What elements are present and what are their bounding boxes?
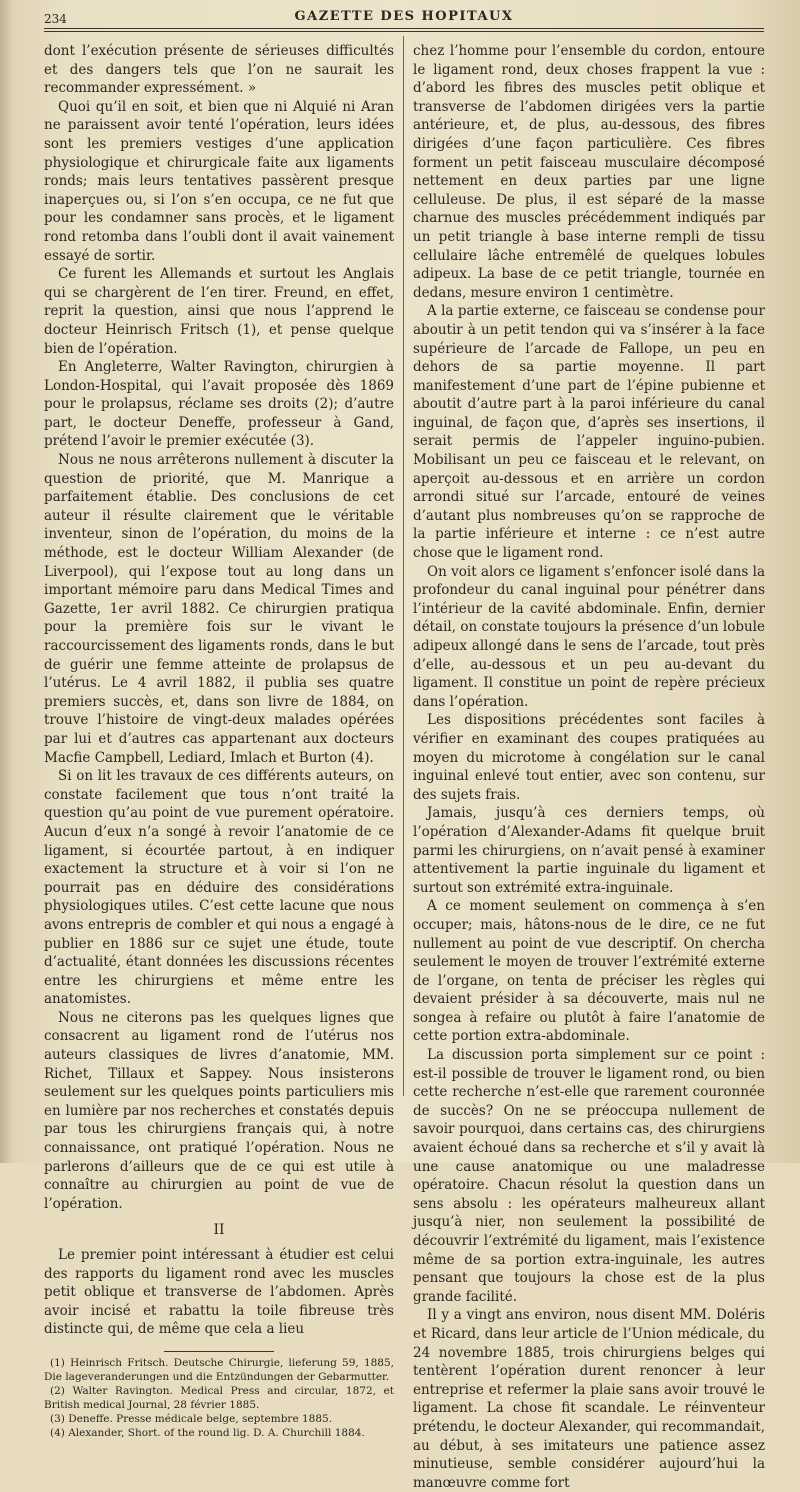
paragraph: A ce moment seulement on commença à s’en occuper; mais, hâtons-nous de le dire, ce ne fut nullement au point de vue descriptif. On chercha seulement le moyen de trouver l’extrémité externe de l’organe, on tenta de préciser les règles qui devaient présider à sa découverte, mais nul ne songea à refaire ou plutôt à faire l’anatomie de cette portion extra-abdominale.	[413, 898, 765, 1045]
paragraph: A la partie externe, ce faisceau se condense pour aboutir à un petit tendon qui va s’insérer à la face supérieure de l’arcade de Fallope, un peu en dehors de sa partie moyenne. Il part manifestement d’une part de l’épine pubienne et aboutit d’autre part à la paroi inférieure du canal inguinal, de façon que, d’après ses insertions, il serait permis de l’appeler inguino-pubien. Mobilisant un peu ce faisceau et le relevant, on aperçoit au-dessous et en arrière un cordon arrondi situé sur l’arcade, entouré de veines d’autant plus nombreuses qu’on se rapproche de la partie inférieure et interne : ce n’est autre chose que le ligament rond.	[413, 303, 765, 562]
paragraph: Le premier point intéressant à étudier est celui des rapports du ligament rond avec les muscles petit oblique et transverse de l’abdomen. Après avoir incisé et rabattu la toile fibreuse très distincte qui, de même que cela a lieu	[44, 1247, 394, 1338]
page-header	[44, 6, 764, 29]
paragraph: Quoi qu’il en soit, et bien que ni Alquié ni Aran ne paraissent avoir tenté l’opération, leurs idées sont les premiers vestiges d’une application physiologique et chirurgicale faite aux ligaments ronds; mais leurs tentatives passèrent presque inaperçues ou, si l’on s’en occupa, ce ne fut que pour les condamner sans procès, et le ligament rond retomba dans l’oubli dont il avait vainement essayé de sortir.	[44, 98, 394, 264]
footnote: (1) Heinrisch Fritsch. Deutsche Chirurgie, lieferung 59, 1885, Die lageveranderungen und die Entzündungen der Gebarmutter.	[44, 1356, 394, 1383]
paragraph: chez l’homme pour l’ensemble du cordon, entoure le ligament rond, deux choses frappent la vue : d’abord les fibres des muscles petit oblique et transverse de l’abdomen dirigées vers la partie antérieure, et, de plus, au-dessous, des fibres dirigées d’une façon particulière. Ces fibres forment un petit faisceau musculaire décomposé nettement en deux parties par une ligne celluleuse. De plus, il est séparé de la masse charnue des muscles précédemment indiqués par un petit triangle à base interne rempli de tissu cellulaire lâche entremêlé de quelques lobules adipeux. La base de ce petit triangle, tournée en dedans, mesure environ 1 centimètre.	[413, 43, 765, 301]
paragraph: Nous ne citerons pas les quelques lignes que consacrent au ligament rond de l’utérus nos auteurs classiques de livres d’anatomie, MM. Richet, Tillaux et Sappey. Nous insisterons seulement sur les quelques points particuliers mis en lumière par nos recherches et constatés depuis par tous les chirurgiens français qui, à notre connaissance, ont pratiqué l’opération. Nous ne parlerons d’ailleurs que de ce qui est utile à connaître au chirurgien au point de vue de l’opération.	[44, 1009, 394, 1212]
footnote-rule	[164, 1351, 274, 1352]
page-fold-shadow	[0, 0, 14, 1163]
paragraph: Jamais, jusqu’à ces derniers temps, où l’opération d’Alexander-Adams fit quelque bruit parmi les chirurgiens, on n’avait pensé à examiner attentivement la partie inguinale du ligament et surtout son extrémité extra-inguinale.	[413, 805, 765, 896]
footnote: (3) Deneffe. Presse médicale belge, septembre 1885.	[50, 1412, 333, 1425]
paragraph: En Angleterre, Walter Ravington, chirurgien à London-Hospital, qui l’avait proposée dès 1869 pour le prolapsus, réclame ses droits (2); d’autre part, le docteur Deneffe, professeur à Gand, prétend l’avoir le premier exécutée (3).	[44, 359, 394, 450]
paragraph: La discussion porta simplement sur ce point : est-il possible de trouver le ligament rond, ou bien cette recherche n’est-elle que rarement couronnée de succès? On ne se préoccupa nullement de savoir pourquoi, dans certains cas, des chirurgiens avaient échoué dans sa recherche et s’il y avait là une cause anatomique ou une maladresse opératoire. Chacun résolut la question dans un sens absolu : les opérateurs malheureux allant jusqu’à nier, non seulement la possibilité de découvrir l’extrémité du ligament, mais l’existence même de sa portion extra-inguinale, les autres pensant que toujours la chose est de la plus grande facilité.	[413, 1047, 765, 1305]
paragraph: Il y a vingt ans environ, nous disent MM. Doléris et Ricard, dans leur article de l’Union médicale, du 24 novembre 1885, trois chirurgiens belges qui tentèrent l’opération durent renoncer à leur entreprise et refermer la plaie sans avoir trouvé le ligament. La chose fit scandale. Le réinventeur prétendu, le docteur Alexander, qui recommandait, au début, à ses imitateurs une patience assez minutieuse, semble considérer aujourd’hui la manœuvre comme fort	[413, 1307, 765, 1491]
column-divider	[403, 36, 404, 1096]
paragraph: Ce furent les Allemands et surtout les Anglais qui se chargèrent de l’en tirer. Freund, en effet, reprit la question, ainsi que nous l’apprend le docteur Heinrisch Fritsch (1), et pense quelque bien de l’opération.	[44, 266, 394, 357]
paragraph: dont l’exécution présente de sérieuses difficultés et des dangers tels que l’on ne saurait les recommander expressément. »	[44, 43, 394, 97]
journal-title: GAZETTE DES HOPITAUX	[294, 9, 514, 24]
paragraph: Nous ne nous arrêterons nullement à discuter la question de priorité, que M. Manrique a parfaitement établie. Des conclusions de cet auteur il résulte clairement que le véritable inventeur, sinon de l’opération, du moins de la méthode, est le docteur William Alexander (de Liverpool), qui l’expose tout au long dans un important mémoire paru dans Medical Times and Gazette, 1er avril 1882. Ce chirurgien pratiqua pour la première fois sur le vivant le raccourcissement des ligaments ronds, dans le but de guérir une femme atteinte de prolapsus de l’utérus. Le 4 avril 1882, il publia ses quatre premiers succès, et, dans son livre de 1884, on trouve l’histoire de vingt-deux malades opérées par lui et d’autres cas appartenant aux docteurs Macfie Campbell, Lediard, Imlach et Burton (4).	[44, 452, 394, 766]
paragraph: Les dispositions précédentes sont faciles à vérifier en examinant des coupes pratiquées au moyen du microtome à congélation sur le canal inguinal enlevé tout entier, avec son contenu, sur des sujets frais.	[413, 712, 765, 803]
footnote: (4) Alexander, Short. of the round lig. D. A. Churchill 1884.	[50, 1426, 365, 1439]
page-number: 234	[44, 12, 67, 26]
right-column	[413, 42, 765, 1492]
paragraph: Si on lit les travaux de ces différents auteurs, on constate facilement que tous n’ont traité la question qu’au point de vue purement opératoire. Aucun d’eux n’a songé à revoir l’anatomie de ce ligament, si écourtée partout, à en indiquer exactement la structure et à voir si l’on ne pourrait pas en déduire des considérations physiologiques utiles. C’est cette lacune que nous avons entrepris de combler et qui nous a engagé à publier en 1886 sur ce sujet une étude, toute d’actualité, étant données les discussions récentes entre les chirurgiens et même entre les anatomistes.	[44, 768, 394, 1008]
footnote: (2) Walter Ravington. Medical Press and circular, 1872, et British medical Journal, 28 février 1885.	[44, 1384, 394, 1411]
left-column	[44, 42, 394, 1440]
paragraph: On voit alors ce ligament s’enfoncer isolé dans la profondeur du canal inguinal pour pénétrer dans l’intérieur de la cavité abdominale. Enfin, dernier détail, on constate toujours la présence d’un lobule adipeux allongé dans le sens de l’arcade, tout près d’elle, au-dessous et un peu au-devant du ligament. Il constitue un point de repère précieux dans l’opération.	[413, 563, 765, 710]
header-rule	[44, 31, 764, 32]
section-heading: II	[213, 1222, 225, 1239]
footnotes	[44, 1356, 394, 1440]
